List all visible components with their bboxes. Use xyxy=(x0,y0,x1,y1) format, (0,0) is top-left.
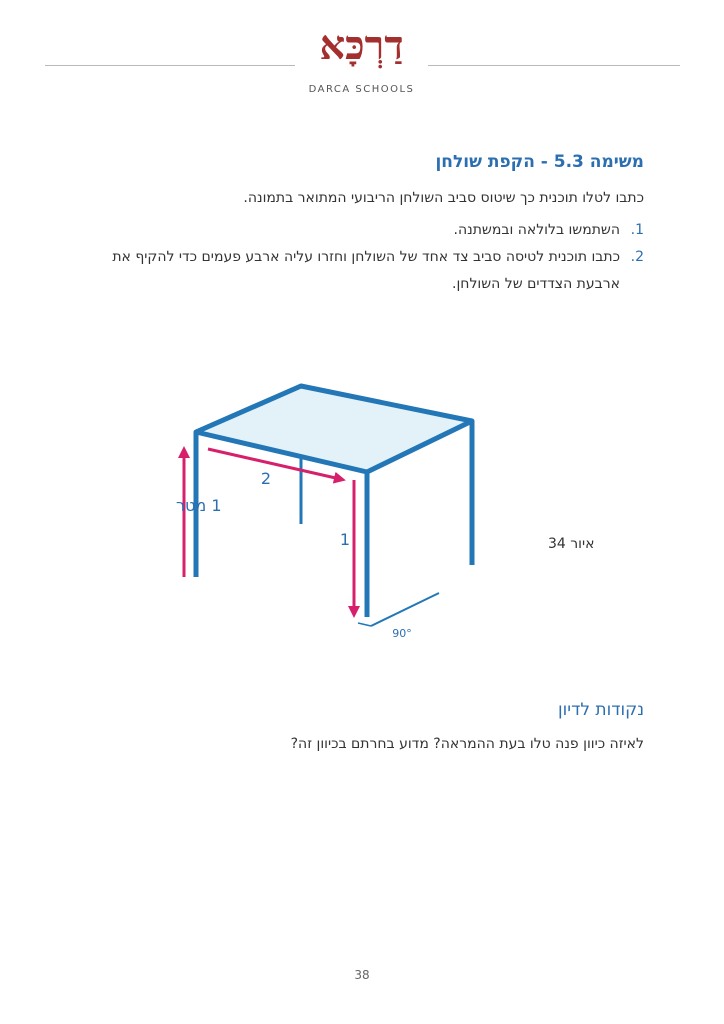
arrow-1-label: 1 xyxy=(339,530,351,549)
discussion-title: נקודות לדיון xyxy=(558,700,644,720)
table-top xyxy=(196,386,472,472)
height-label: 1 מטר xyxy=(176,496,222,515)
logo-subtitle: DARCA SCHOOLS xyxy=(308,84,415,95)
page-number: 38 xyxy=(354,968,370,982)
arrow-2-label: 2 xyxy=(260,469,272,488)
task-list xyxy=(84,217,644,298)
task-intro: כתבו לטלו תוכנית כך שיטוס סביב השולחן הריבועי המתואר בתמונה. xyxy=(243,190,644,206)
angle-line xyxy=(371,593,439,626)
item-text: השתמשו בלולאה ובמשתנה. xyxy=(453,222,620,238)
header-rule-left xyxy=(45,65,295,66)
item-number: 1. xyxy=(630,222,644,238)
darca-logo: דַרְכָּא xyxy=(319,22,404,69)
item-number: 2. xyxy=(630,249,644,265)
discussion-question: לאיזה כיוון פנה טלו בעת ההמראה? מדוע בחרתם בכיוון זה? xyxy=(290,736,644,752)
figure-caption: איור 34 xyxy=(548,536,595,552)
header-rule-right xyxy=(428,65,680,66)
angle-tick xyxy=(358,623,371,626)
item-text: כתבו תוכנית לטיסה סביב צד אחד של השולחן וחזרו עליה ארבע פעמים כדי להקיף את ארבעת הצדדים של השולחן. xyxy=(112,249,620,292)
task-item xyxy=(84,244,644,298)
task-item xyxy=(84,217,644,244)
table-diagram xyxy=(0,370,724,660)
task-title: משימה 5.3 - הקפת שולחן xyxy=(435,152,644,172)
angle-label: 90° xyxy=(392,627,412,640)
